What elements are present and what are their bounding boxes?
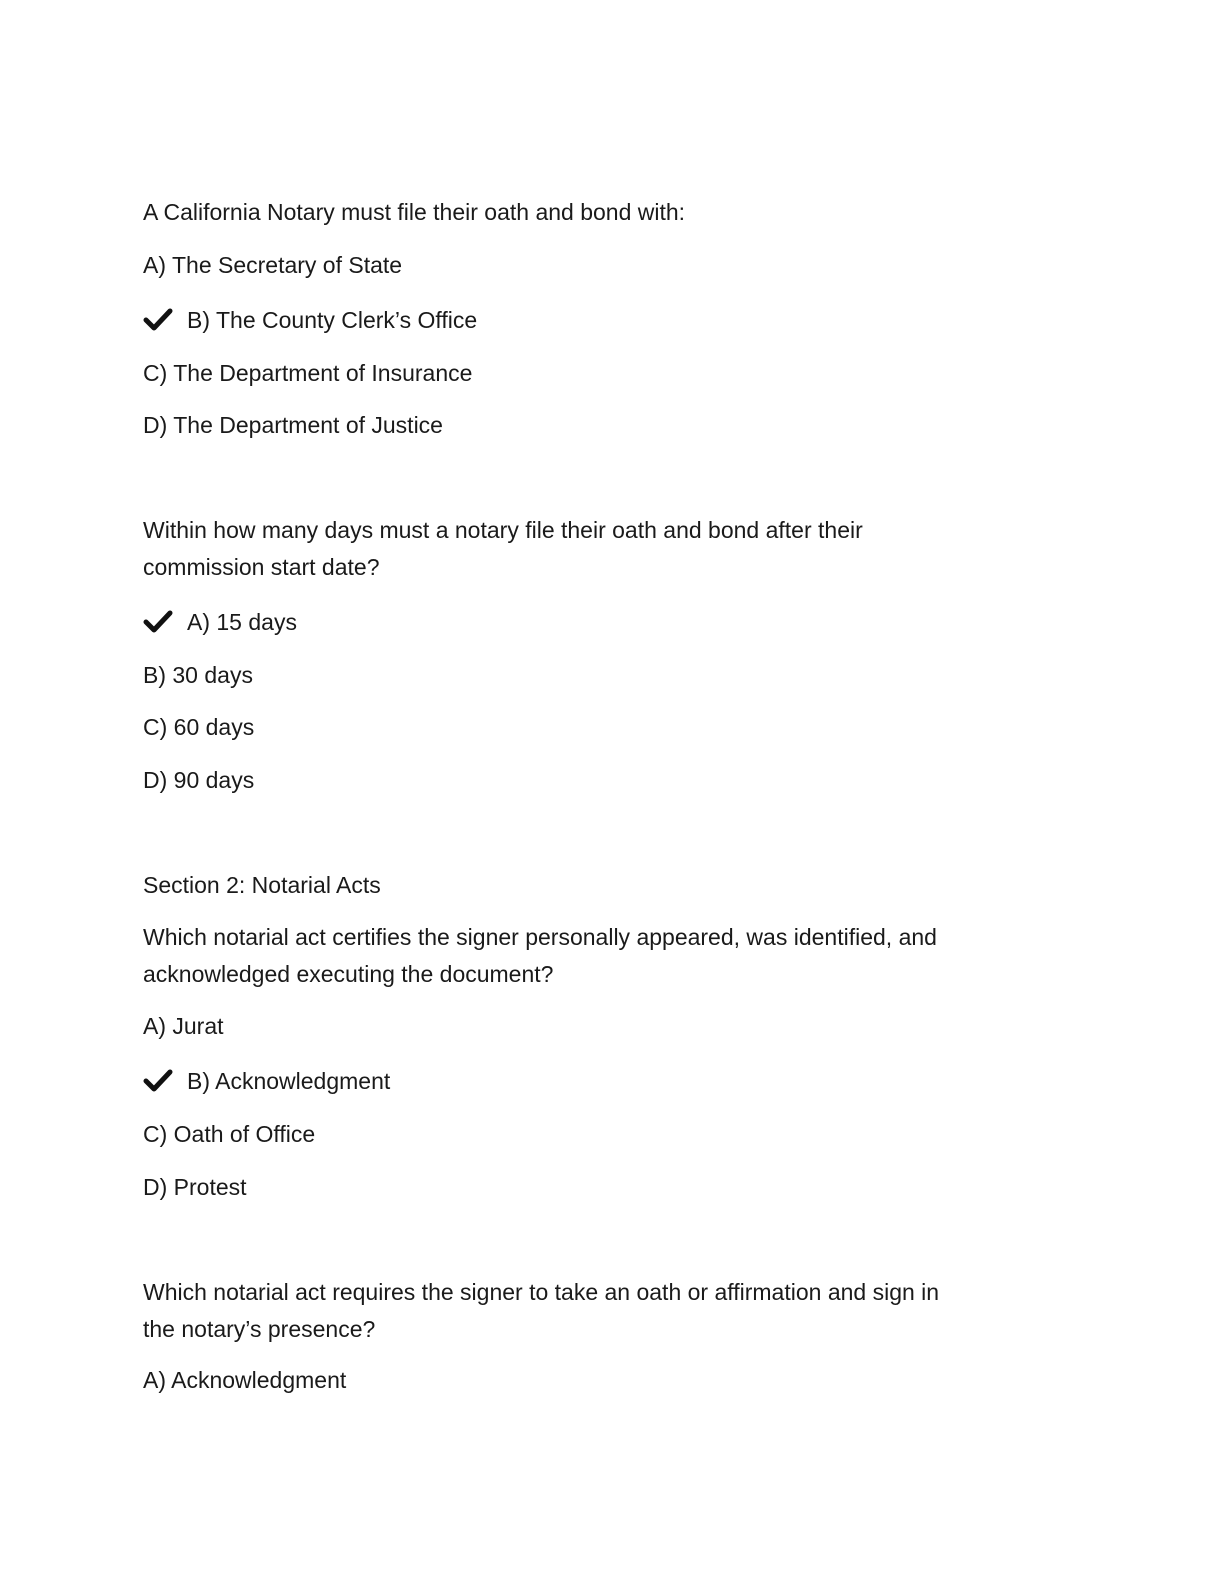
checkmark-icon bbox=[143, 609, 173, 633]
question-2-option-b: B) 30 days bbox=[143, 662, 253, 688]
question-2-option-d: D) 90 days bbox=[143, 767, 255, 793]
question-2-prompt-line-2: commission start date? bbox=[143, 554, 380, 580]
question-1-option-d: D) The Department of Justice bbox=[143, 412, 443, 438]
question-1-option-c: C) The Department of Insurance bbox=[143, 360, 473, 386]
question-3-option-c: C) Oath of Office bbox=[143, 1121, 316, 1147]
section-heading: Section 2: Notarial Acts bbox=[143, 872, 381, 898]
checkmark-icon bbox=[143, 307, 173, 331]
question-1-option-b bbox=[143, 302, 477, 339]
question-4-prompt-line-1: Which notarial act requires the signer to take an oath or affirmation and sign in bbox=[143, 1279, 940, 1305]
option-label: B) The County Clerk’s Office bbox=[187, 307, 478, 333]
question-3-option-a: A) Jurat bbox=[143, 1013, 224, 1039]
option-label: B) Acknowledgment bbox=[187, 1068, 391, 1094]
question-4-option-a: A) Acknowledgment bbox=[143, 1367, 347, 1393]
question-2-option-a bbox=[143, 604, 297, 641]
question-3-prompt-line-2: acknowledged executing the document? bbox=[143, 961, 554, 987]
question-3-option-b bbox=[143, 1063, 390, 1100]
question-1-option-a: A) The Secretary of State bbox=[143, 252, 403, 278]
question-1-prompt: A California Notary must file their oath and bond with: bbox=[143, 199, 686, 225]
question-2-prompt-line-1: Within how many days must a notary file their oath and bond after their bbox=[143, 517, 863, 543]
checkmark-icon bbox=[143, 1068, 173, 1092]
question-4-prompt-line-2: the notary’s presence? bbox=[143, 1316, 376, 1342]
question-3-prompt-line-1: Which notarial act certifies the signer personally appeared, was identified, and bbox=[143, 924, 937, 950]
option-label: A) 15 days bbox=[187, 609, 297, 635]
question-3-option-d: D) Protest bbox=[143, 1174, 247, 1200]
question-2-option-c: C) 60 days bbox=[143, 714, 255, 740]
